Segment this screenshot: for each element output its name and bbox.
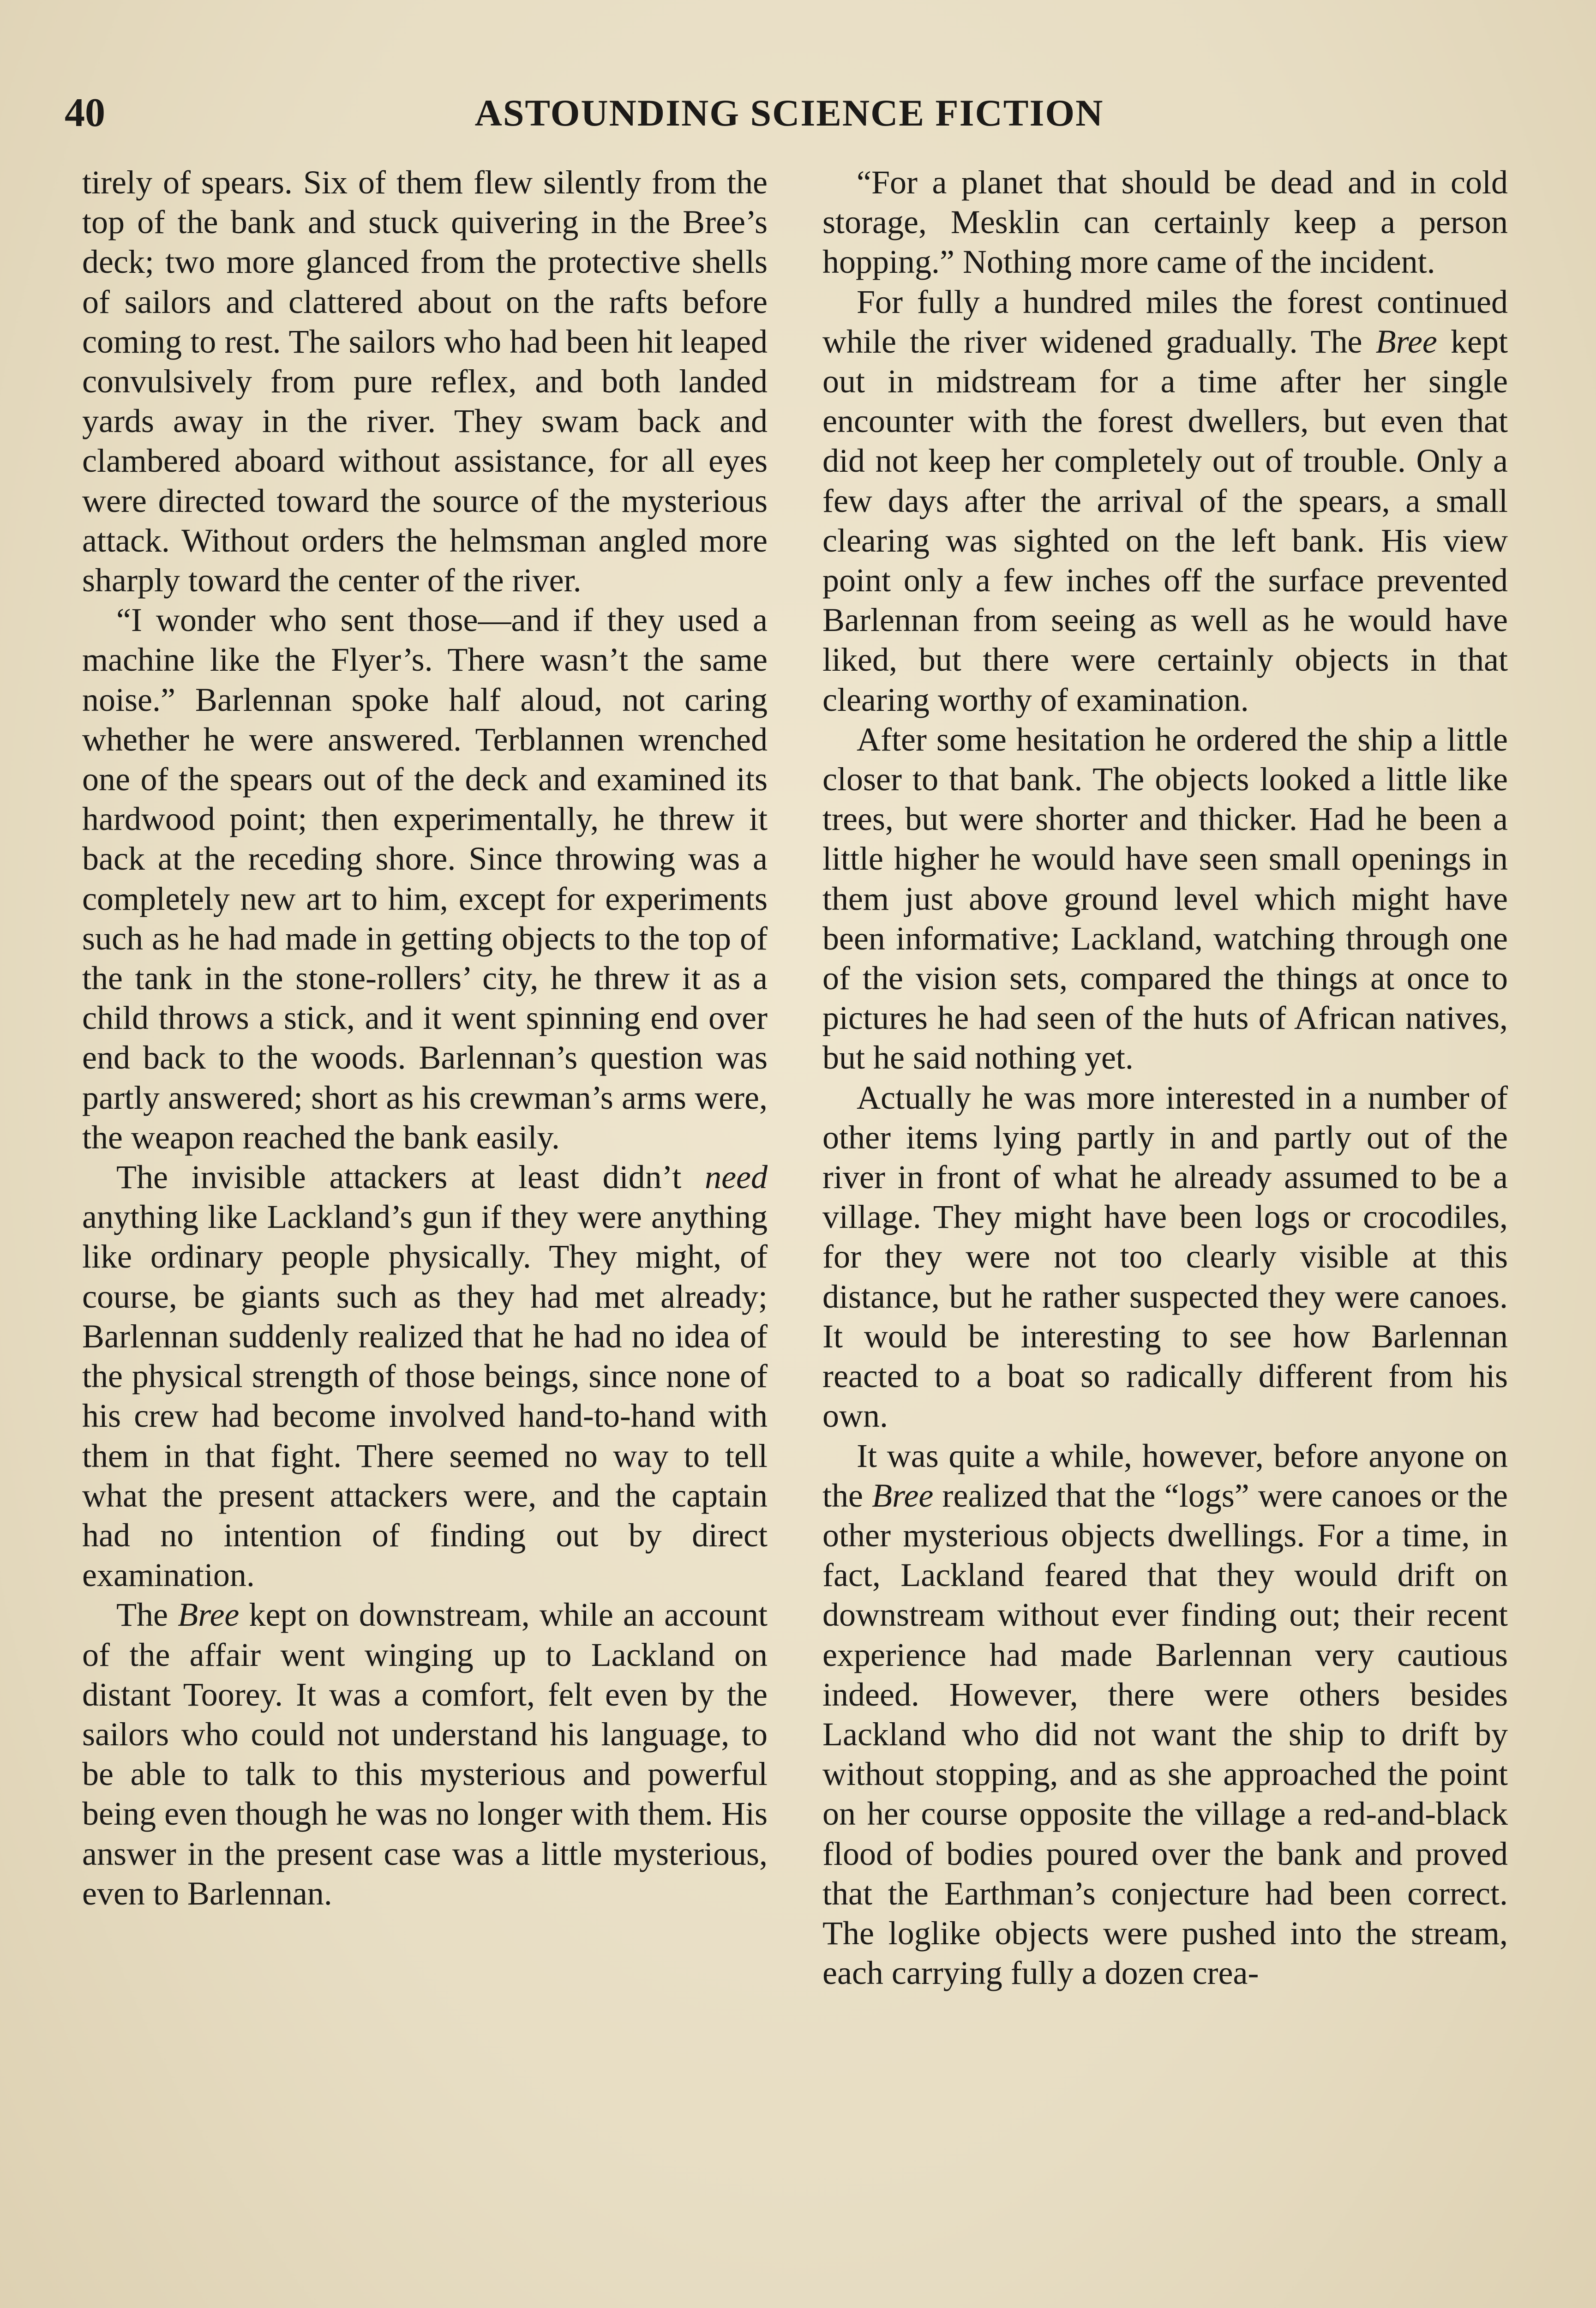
- italic-text: need: [705, 1159, 768, 1196]
- paragraph: [82, 1595, 768, 1913]
- text-run: anything like Lackland’s gun if they were anything like ordinary people physically. They might, of course, be giants such as they had met already; Barlennan suddenly realized that he had no idea of the physical strength of those beings, since none of his crew had become involved hand-to-hand with them in that fight. There seemed no way to tell what the present attackers were, and the captain had no intention of finding out by direct examination.: [82, 1198, 768, 1594]
- paragraph: After some hesitation he ordered the ship a little closer to that bank. The objects looked a little like trees, but were shorter and thicker. Had he been a little higher he would have seen small openings in them just above ground level which might have been informative; Lackland, watching through one of the vision sets, compared the things at once to pictures he had seen of the huts of African natives, but he said nothing yet.: [822, 721, 1508, 1076]
- paragraph: Actually he was more interested in a number of other items lying partly in and partly out of the river in front of what he already assumed to be a village. They might have been logs or crocodiles, for they were not too clearly visible at this distance, but he rather suspected they were canoes. It would be interesting to see how Barlennan reacted to a boat so radically different from his own.: [822, 1079, 1508, 1435]
- paragraph: tirely of spears. Six of them flew silently from the top of the bank and stuck quivering in the Bree’s deck; two more glanced from the protective shells of sailors and clattered about on the rafts before coming to rest. The sailors who had been hit leaped convulsively from pure reflex, and both landed yards away in the river. They swam back and clambered aboard without assistance, for all eyes were directed toward the source of the mysterious attack. Without orders the helmsman angled more sharply toward the center of the river.: [82, 164, 768, 599]
- running-title: ASTOUNDING SCIENCE FICTION: [474, 92, 1104, 134]
- text-column-right: [822, 162, 1508, 1993]
- italic-text: Bree: [872, 1477, 934, 1514]
- paragraph: “For a planet that should be dead and in cold storage, Mesklin can certainly keep a person hopping.” Nothing more came of the incident.: [822, 164, 1508, 281]
- page-header: [65, 88, 1514, 138]
- text-run: kept on downstream, while an account of the affair went winging up to Lackland on distant Toorey. It was a comfort, felt even by the sailors who could not understand his language, to be able to talk to this mysterious and powerful being even though he was no longer with them. His answer in the present case was a little mysterious, even to Barlennan.: [82, 1596, 768, 1912]
- italic-text: Bree: [1375, 323, 1437, 360]
- paragraph: [822, 1436, 1508, 1993]
- paragraph: [822, 282, 1508, 720]
- text-run: realized that the “logs” were canoes or the other mysterious objects dwellings. For a time, in fact, Lackland feared that they would drift on downstream without ever finding out; their recent experience had made Barlennan very cautious indeed. However, there were others besides Lackland who did not want the ship to drift by without stopping, and as she approached the point on her course opposite the village a red-and-black flood of bodies poured over the bank and proved that the Earthman’s conjecture had been correct. The loglike objects were pushed into the stream, each carrying fully a dozen crea-: [822, 1477, 1508, 1992]
- text-run: The: [116, 1596, 178, 1634]
- paragraph: [82, 1157, 768, 1595]
- text-column-left: [82, 162, 768, 1913]
- text-run: kept out in midstream for a time after her single encounter with the forest dwellers, but even that did not keep her completely out of trouble. Only a few days after the arrival of the spears, a small clearing was sighted on the left bank. His view point only a few inches off the surface prevented Barlennan from seeing as well as he would have liked, but there were certainly objects in that clearing worthy of examination.: [822, 323, 1508, 718]
- text-run: The invisible attackers at least didn’t: [116, 1159, 705, 1196]
- page-number: 40: [65, 90, 105, 135]
- italic-text: Bree: [178, 1596, 240, 1634]
- paragraph: “I wonder who sent those—and if they used a machine like the Flyer’s. There wasn’t the same noise.” Barlennan spoke half aloud, not caring whether he were answered. Terblannen wrenched one of the spears out of the deck and examined its hardwood point; then experimentally, he threw it back at the receding shore. Since throwing was a completely new art to him, except for experiments such as he had made in getting objects to the top of the tank in the stone-rollers’ city, he threw it as a child throws a stick, and it went spinning end over end back to the woods. Barlennan’s question was partly answered; short as his crewman’s arms were, the weapon reached the bank easily.: [82, 601, 768, 1156]
- text-run: For fully a hundred miles the forest continued while the river widened gradually. The: [822, 283, 1508, 360]
- text-run: It was quite a while, however, before anyone on the: [822, 1437, 1508, 1514]
